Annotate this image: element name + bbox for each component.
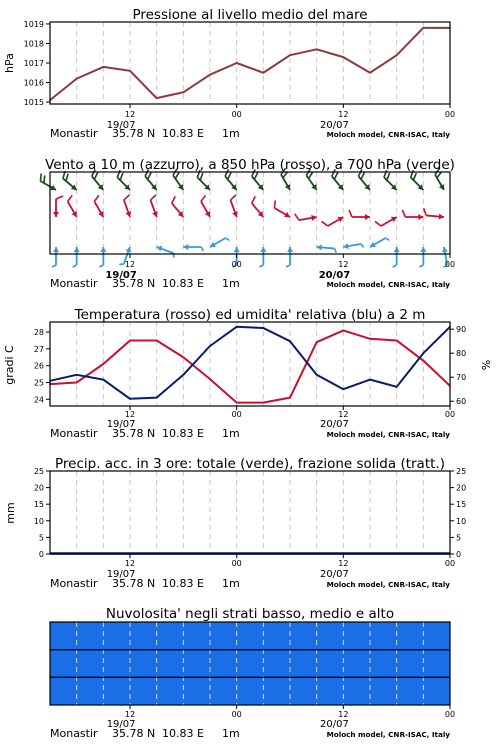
data-point [342, 388, 344, 390]
y-tick-label: 20 [33, 483, 44, 493]
barb-feather [231, 195, 237, 200]
station-lat: 35.78 N [112, 127, 156, 140]
data-point [369, 379, 371, 381]
day-label: 20/07 [318, 270, 351, 281]
wind-barb [259, 247, 266, 267]
station-lat: 35.78 N [112, 577, 156, 590]
wind-barb [73, 247, 80, 267]
barb-feather [254, 172, 257, 179]
station-elev: 1m [222, 127, 240, 140]
data-point [369, 72, 371, 74]
x-tick-label: 00 [444, 410, 456, 419]
barb-feather [226, 238, 230, 240]
wind-barb [322, 217, 344, 226]
y-tick-label: 27 [33, 344, 44, 354]
y-tick-label-right: 20 [456, 483, 467, 493]
barb-head [420, 247, 426, 252]
data-point [422, 352, 424, 354]
day-label: 20/07 [320, 569, 349, 580]
data-point [396, 340, 398, 342]
cloud-cell [77, 650, 104, 678]
wind-barb [384, 170, 397, 190]
cloud-cell [50, 650, 77, 678]
data-point [209, 378, 211, 380]
barb-feather [322, 221, 328, 226]
barb-feather [402, 210, 405, 217]
barb-feather [252, 196, 255, 203]
day-label: 19/07 [106, 719, 136, 730]
cloud-cell [317, 650, 344, 678]
wind-barb [63, 171, 77, 190]
barb-feather [393, 265, 397, 267]
wind-barb [151, 195, 158, 217]
y-tick-label: 0 [38, 550, 44, 559]
cloud-cell [290, 622, 317, 650]
wind-barb [99, 247, 106, 267]
data-point [236, 402, 238, 404]
x-tick-label: 00 [444, 260, 456, 269]
y-tick-label: 1019 [23, 19, 44, 29]
x-tick-label: 12 [338, 559, 349, 568]
wind-barb [286, 247, 293, 267]
wind-barb [53, 196, 63, 217]
wind-barb [52, 247, 59, 267]
y-tick-label-right: 10 [456, 516, 467, 526]
barb-feather [148, 172, 151, 179]
barb-head [74, 247, 80, 252]
x-tick-label: 12 [124, 410, 136, 419]
cloud-cell [157, 677, 184, 705]
barb-feather [119, 264, 123, 265]
y-tick-label: 1016 [23, 78, 44, 88]
cloud-cell [343, 650, 370, 678]
barb-feather [73, 265, 77, 267]
panel-5 [50, 606, 455, 740]
cloud-cell [130, 677, 157, 705]
wind-barb [370, 238, 389, 247]
data-point [182, 91, 184, 93]
cloud-cell [263, 677, 290, 705]
cloud-cell [370, 622, 397, 650]
barb-feather [286, 265, 290, 267]
barb-feather [44, 175, 45, 183]
x-tick-label: 00 [231, 260, 242, 269]
model-credit: Moloch model, CNR-ISAC, Italy [326, 580, 450, 589]
barb-feather [274, 200, 275, 208]
y-tick-label: 25 [33, 378, 44, 388]
panel-2 [40, 157, 455, 290]
station-elev: 1m [222, 727, 240, 740]
cloud-cell [397, 650, 424, 678]
barb-head [439, 214, 444, 220]
x-tick-label: 12 [338, 110, 349, 119]
panel-1 [3, 7, 455, 140]
barb-head [183, 244, 188, 250]
model-credit: Moloch model, CNR-ISAC, Italy [326, 130, 450, 139]
data-point [422, 27, 424, 29]
cloud-cell [77, 677, 104, 705]
plot-frame [50, 22, 450, 104]
y-tick-label: 25 [33, 467, 44, 476]
temperature-line [50, 330, 450, 402]
station-lon: 10.83 E [162, 727, 204, 740]
cloud-cell [130, 622, 157, 650]
barb-feather [309, 172, 313, 178]
x-tick-label: 00 [231, 559, 242, 568]
wind-barb [375, 217, 397, 226]
model-credit: Moloch model, CNR-ISAC, Italy [326, 730, 450, 739]
x-tick-label: 00 [444, 710, 456, 719]
cloud-cell [290, 677, 317, 705]
chart-title: Vento a 10 m (azzurro), a 850 hPa (rosso), a 700 hPa (verde) [45, 157, 455, 173]
x-tick-label: 12 [338, 410, 349, 419]
barb-head [53, 212, 59, 217]
cloud-cell [210, 622, 237, 650]
data-point [156, 97, 158, 99]
day-label: 20/07 [320, 120, 349, 131]
data-point [182, 356, 184, 358]
barb-head [287, 247, 293, 252]
x-tick-label: 00 [231, 110, 242, 119]
barb-feather [334, 172, 337, 179]
wind-barb [411, 170, 424, 190]
data-point [156, 397, 158, 399]
cloud-cell [50, 677, 77, 705]
data-point [102, 66, 104, 68]
barb-feather [52, 265, 56, 267]
data-point [289, 397, 291, 399]
x-tick-label: 12 [124, 710, 136, 719]
barb-feather [335, 249, 337, 253]
barb-feather [419, 265, 423, 267]
y-axis-label: hPa [3, 53, 16, 73]
barb-head [260, 247, 266, 252]
model-credit: Moloch model, CNR-ISAC, Italy [326, 430, 450, 439]
cloud-cell [237, 622, 264, 650]
wind-barb [94, 195, 103, 217]
wind-barb [124, 195, 131, 217]
wind-barb [393, 247, 400, 267]
day-label: 19/07 [106, 419, 136, 430]
cloud-cell [397, 677, 424, 705]
wind-barb [317, 244, 337, 252]
y-tick-label: 1018 [23, 39, 44, 49]
barb-feather [349, 210, 352, 217]
y-axis-label: gradi C [3, 345, 16, 385]
data-point [102, 379, 104, 381]
barb-feather [387, 173, 390, 180]
station-lat: 35.78 N [112, 277, 156, 290]
data-point [156, 340, 158, 342]
station-name: Monastir [50, 127, 98, 140]
y-tick-label-right: 0 [456, 550, 462, 559]
barb-feather [66, 174, 68, 181]
y-tick-label-right: 25 [456, 467, 467, 476]
data-point [262, 402, 264, 404]
cloud-cell [210, 650, 237, 678]
barb-feather [413, 173, 416, 180]
station-lon: 10.83 E [162, 427, 204, 440]
x-tick-label: 12 [124, 260, 136, 269]
barb-feather [424, 208, 426, 215]
plot-frame [50, 322, 450, 406]
cloud-cell [210, 677, 237, 705]
data-point [76, 78, 78, 80]
cloud-cell [77, 622, 104, 650]
humidity-line [50, 327, 450, 399]
cloud-cell [317, 677, 344, 705]
y-tick-label: 1015 [23, 98, 44, 108]
barb-head [317, 244, 322, 250]
wind-barb [157, 246, 174, 258]
panel-4 [4, 456, 466, 590]
cloud-cell [183, 622, 210, 650]
barb-feather [172, 196, 175, 203]
cloud-cell [263, 650, 290, 678]
data-point [396, 386, 398, 388]
day-label: 20/07 [320, 719, 349, 730]
wind-barb [201, 195, 210, 217]
cloud-cell [343, 677, 370, 705]
y-tick-label-right: 80 [456, 349, 467, 359]
y-axis-label-right: % [480, 359, 493, 371]
day-label: 19/07 [106, 569, 136, 580]
barb-head [365, 214, 370, 220]
y-tick-label: 1017 [23, 59, 44, 68]
cloud-cell [50, 622, 77, 650]
data-point [236, 62, 238, 64]
cloud-cell [263, 622, 290, 650]
barb-feather [68, 195, 73, 201]
barb-feather [94, 195, 99, 201]
cloud-cell [103, 622, 130, 650]
wind-barb [419, 247, 426, 267]
cloud-cell [183, 677, 210, 705]
data-point [209, 345, 211, 347]
cloud-cell [183, 650, 210, 678]
cloud-cell [423, 622, 450, 650]
cloud-cell [103, 677, 130, 705]
cloud-cell [130, 650, 157, 678]
barb-feather [200, 173, 203, 180]
barb-feather [99, 265, 103, 267]
barb-feather [120, 173, 123, 180]
data-point [369, 338, 371, 340]
wind-barb [402, 210, 423, 220]
barb-feather [201, 195, 206, 201]
data-point [129, 70, 131, 72]
station-elev: 1m [222, 577, 240, 590]
wind-barb [295, 214, 317, 221]
pressure-line [50, 28, 450, 100]
day-label: 19/07 [106, 120, 136, 131]
data-point [342, 56, 344, 58]
station-name: Monastir [50, 577, 98, 590]
y-tick-label: 5 [38, 533, 44, 543]
cloud-cell [237, 677, 264, 705]
barb-feather [386, 238, 390, 240]
station-name: Monastir [50, 727, 98, 740]
station-elev: 1m [222, 277, 240, 290]
panel-3 [3, 307, 493, 440]
wind-barb [183, 244, 203, 251]
station-lon: 10.83 E [162, 127, 204, 140]
data-point [182, 374, 184, 376]
x-tick-label: 00 [444, 559, 456, 568]
station-name: Monastir [50, 427, 98, 440]
station-lat: 35.78 N [112, 427, 156, 440]
barb-head [53, 247, 59, 252]
barb-feather [375, 221, 381, 226]
barb-head [234, 247, 240, 252]
chart-title: Pressione al livello medio del mare [132, 7, 368, 23]
barb-feather [151, 195, 157, 200]
wind-barb [210, 238, 229, 247]
day-label: 20/07 [320, 419, 349, 430]
data-point [236, 326, 238, 328]
barb-feather [175, 172, 179, 178]
data-point [316, 374, 318, 376]
barb-feather [228, 172, 231, 179]
wind-barb [349, 210, 370, 220]
y-tick-label: 10 [33, 516, 44, 526]
wind-barb [117, 170, 130, 190]
data-point [289, 54, 291, 56]
cloud-cell [103, 650, 130, 678]
barb-head [418, 214, 423, 220]
barb-feather [201, 247, 203, 251]
data-point [316, 48, 318, 50]
data-point [342, 330, 344, 332]
barb-feather [361, 244, 364, 248]
x-tick-label: 00 [231, 710, 242, 719]
cloud-cell [370, 677, 397, 705]
barb-feather [361, 172, 364, 179]
chart-title: Precip. acc. in 3 ore: totale (verde), frazione solida (tratt.) [55, 456, 445, 472]
plot-frame [50, 471, 450, 554]
y-tick-label-right: 90 [456, 325, 467, 335]
x-tick-label: 12 [124, 559, 136, 568]
barb-head [394, 247, 400, 252]
station-name: Monastir [50, 277, 98, 290]
y-tick-label-right: 70 [456, 373, 467, 383]
data-point [76, 374, 78, 376]
model-credit: Moloch model, CNR-ISAC, Italy [326, 280, 450, 289]
wind-barb [274, 200, 290, 217]
y-tick-label: 26 [33, 361, 44, 371]
wind-barb [424, 208, 444, 219]
data-point [422, 360, 424, 362]
wind-barb [252, 196, 264, 217]
y-tick-label: 15 [33, 500, 44, 510]
x-tick-label: 00 [444, 110, 456, 119]
station-lon: 10.83 E [162, 277, 204, 290]
barb-feather [94, 172, 97, 179]
chart-title: Nuvolosita' negli strati basso, medio e alto [105, 606, 395, 622]
cloud-cell [157, 622, 184, 650]
y-tick-label-right: 60 [456, 397, 467, 407]
data-point [76, 382, 78, 384]
wind-barb [343, 243, 363, 249]
data-point [289, 340, 291, 342]
y-tick-label: 28 [33, 328, 44, 338]
data-point [129, 340, 131, 342]
cloud-cell [423, 650, 450, 678]
y-tick-label: 24 [33, 395, 44, 405]
barb-feather [259, 265, 263, 267]
data-point [396, 54, 398, 56]
station-lon: 10.83 E [162, 577, 204, 590]
day-label: 19/07 [105, 270, 137, 281]
chart-title: Temperatura (rosso) ed umidita' relativa (blu) a 2 m [74, 307, 426, 323]
data-point [209, 74, 211, 76]
cloud-cell [237, 650, 264, 678]
cloud-cell [370, 650, 397, 678]
data-point [262, 327, 264, 329]
wind-barb [197, 170, 210, 190]
y-tick-label-right: 5 [456, 533, 462, 543]
station-lat: 35.78 N [112, 727, 156, 740]
barb-head [100, 247, 106, 252]
wind-barb [68, 195, 77, 217]
y-tick-label-right: 15 [456, 500, 467, 510]
barb-feather [124, 195, 130, 200]
data-point [129, 398, 131, 400]
cloud-cell [317, 622, 344, 650]
wind-barb [40, 173, 56, 190]
data-point [102, 363, 104, 365]
barb-feather [56, 196, 63, 199]
cloud-cell [157, 650, 184, 678]
barb-feather [295, 214, 299, 220]
x-tick-label: 00 [231, 410, 242, 419]
x-tick-label: 12 [338, 710, 349, 719]
y-axis-label: mm [4, 502, 17, 524]
wind-barb [172, 196, 184, 217]
cloud-cell [343, 622, 370, 650]
barb-feather [40, 173, 41, 181]
cloud-cell [423, 677, 450, 705]
station-elev: 1m [222, 427, 240, 440]
cloud-cell [290, 650, 317, 678]
wind-barb [231, 195, 238, 217]
x-tick-label: 12 [124, 110, 136, 119]
data-point [262, 72, 264, 74]
cloud-cell [397, 622, 424, 650]
x-tick-label: 12 [338, 260, 349, 269]
data-point [316, 341, 318, 343]
